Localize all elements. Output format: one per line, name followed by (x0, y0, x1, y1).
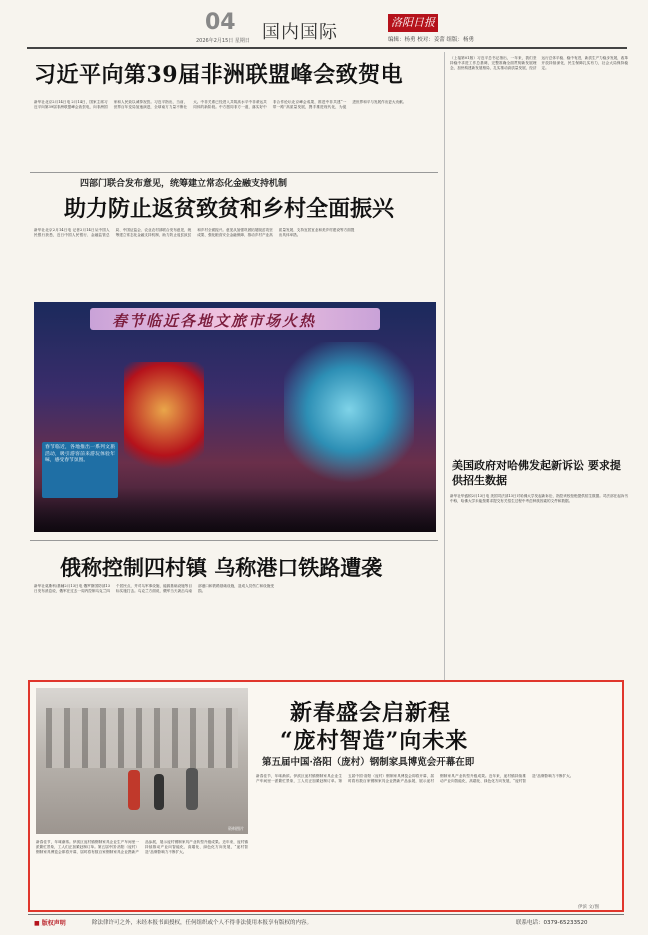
feature-headline-l1: 新春盛会启新程 (290, 700, 452, 726)
story2-body: 新华社北京2月14日电 记者2月14日从中国人民银行获悉，近日中国人民银行、金融监管总局、中国证监会、农业农村部联合发布意见，统筹建立常态化金融支持机制，助力防止返贫致贫和乡村全面振兴。意见从加强巩固拓展脱贫攻坚成果、强化粮食安全金融保障、推动乡村产业高质量发展、支持宜居宜业和美乡村建设等方面提出具体举措。 (34, 228, 355, 237)
copyright-label-text: 版权声明 (41, 920, 66, 927)
story3-body: 新华社莫斯科/基辅2月13日电 俄罗斯国防部13日发布消息说，俄军在过去一周内控制乌克兰四个居民点，并对乌军事设施、能源基础设施等目标实施打击。乌克兰方面说，俄军当天袭击乌南部港口和铁路基础设施，造成人员伤亡和设施受损。 (34, 584, 274, 593)
page-number: 04 (205, 10, 236, 35)
story2-rule (30, 540, 438, 541)
story2-photo (34, 302, 436, 532)
story3-headline: 俄称控制四村镇 乌称港口铁路遭袭 (60, 555, 383, 580)
photo-caption: 春节临近，各地推出一系列文旅活动，吸引游客前来游玩体验年味，感受春节氛围。 (42, 442, 118, 498)
section-title: 国内国际 (262, 22, 338, 43)
lantern-figure-left (124, 362, 204, 482)
story2-kicker: 四部门联合发布意见，统筹建立常态化金融支持机制 (80, 179, 288, 189)
editor-credits: 编辑：杨勇 校对：姜蕾 组版：杨勇 (388, 37, 474, 43)
worker-figure (186, 768, 198, 810)
lantern-figure-right (284, 342, 414, 492)
story1-headline: 习近平向第39届非洲联盟峰会致贺电 (34, 62, 404, 88)
factory-shelves (46, 708, 238, 768)
photo-title: 春节临近各地文旅市场火热 (112, 312, 317, 330)
feature-subhead: 第五届中国·洛阳（庞村）钢制家具博览会开幕在即 (262, 757, 475, 768)
sidebar-headline: 美国政府对哈佛发起新诉讼 要求提供招生数据 (452, 459, 621, 487)
sidebar-body: （上接第01版）习近平总书记指出，一年来，我们坚持稳中求进工作总基调，完整准确全面贯彻新发展理念，加快构建新发展格局，扎实推动高质量发展，经济运行总体平稳、稳中有进，新质生产力稳步发展，改革开放持续深化，民生保障扎实有力，社会大局保持稳定。 (450, 56, 628, 70)
sidebar-body2: 新华社华盛顿2月13日电 美国司法部13日对哈佛大学发起新诉讼，指控该校拒绝提供招生数据。司法部在起诉书中称，哈佛大学未能按要求提交有关招生过程中考虑种族因素的文件和数据。 (450, 494, 628, 503)
copyright-label: ■ 版权声明 (34, 920, 66, 927)
feature-photo-caption: 资料图片 (228, 826, 244, 831)
feature-box (28, 680, 624, 912)
story2-headline: 助力防止返贫致贫和乡村全面振兴 (64, 196, 395, 222)
worker-figure (128, 770, 140, 810)
feature-photo (36, 688, 248, 834)
masthead-rule (27, 47, 627, 49)
worker-figure (154, 774, 164, 810)
feature-body-left: 新春佳节，年味渐浓。伊滨区庞村镇钢制家具企业生产车间里一派繁忙景象，工人们正加紧赶制订单。第五届中国·洛阳（庞村）钢制家具博览会即将开幕，届时将有数百家钢制家具企业携新产品参展，展示庞村钢制家具产业转型升级成果。近年来，庞村镇持续推动产业向智能化、高端化、绿色化方向发展，“庞村智造”品牌影响力不断扩大。 (36, 840, 248, 854)
contact-phone: 联系电话：0379-65233520 (516, 920, 588, 926)
sidebar-divider (444, 52, 445, 680)
story1-body: 新华社北京2月14日电 2月14日，国家主席习近平向第39届非洲联盟峰会致贺电，向非洲国家和人民致以诚挚祝贺。习近平指出，当前，世界百年变局加速演进，全球南方力量不断壮大。中非关系已经进入共筑高水平中非命运共同体的新阶段。中方愿同非方一道，落实好中非合作论坛北京峰会成果，推进中非共建“一带一路”高质量发展，携手推进现代化，为促进世界和平与发展作出更大贡献。 (34, 100, 407, 109)
feature-body: 新春佳节，年味渐浓。伊滨区庞村镇钢制家具企业生产车间里一派繁忙景象，工人们正加紧赶制订单。第五届中国·洛阳（庞村）钢制家具博览会即将开幕，届时将有数百家钢制家具企业携新产品参展，展示庞村钢制家具产业转型升级成果。近年来，庞村镇持续推动产业向智能化、高端化、绿色化方向发展，“庞村智造”品牌影响力不断扩大。 (256, 774, 574, 783)
page-date: 2026年2月15日 星期日 (196, 38, 250, 44)
footer-rule (28, 914, 624, 915)
feature-headline-l2: “庞村智造”向未来 (280, 728, 469, 754)
feature-reporter: 伊滨 文/图 (578, 905, 599, 910)
copyright-text: 除法律许可之外，未经本报书面授权，任何组织或个人不得非法使用本报享有版权的内容。 (92, 920, 313, 926)
story1-rule (30, 172, 438, 173)
newspaper-logo: 洛阳日报 (388, 14, 438, 32)
